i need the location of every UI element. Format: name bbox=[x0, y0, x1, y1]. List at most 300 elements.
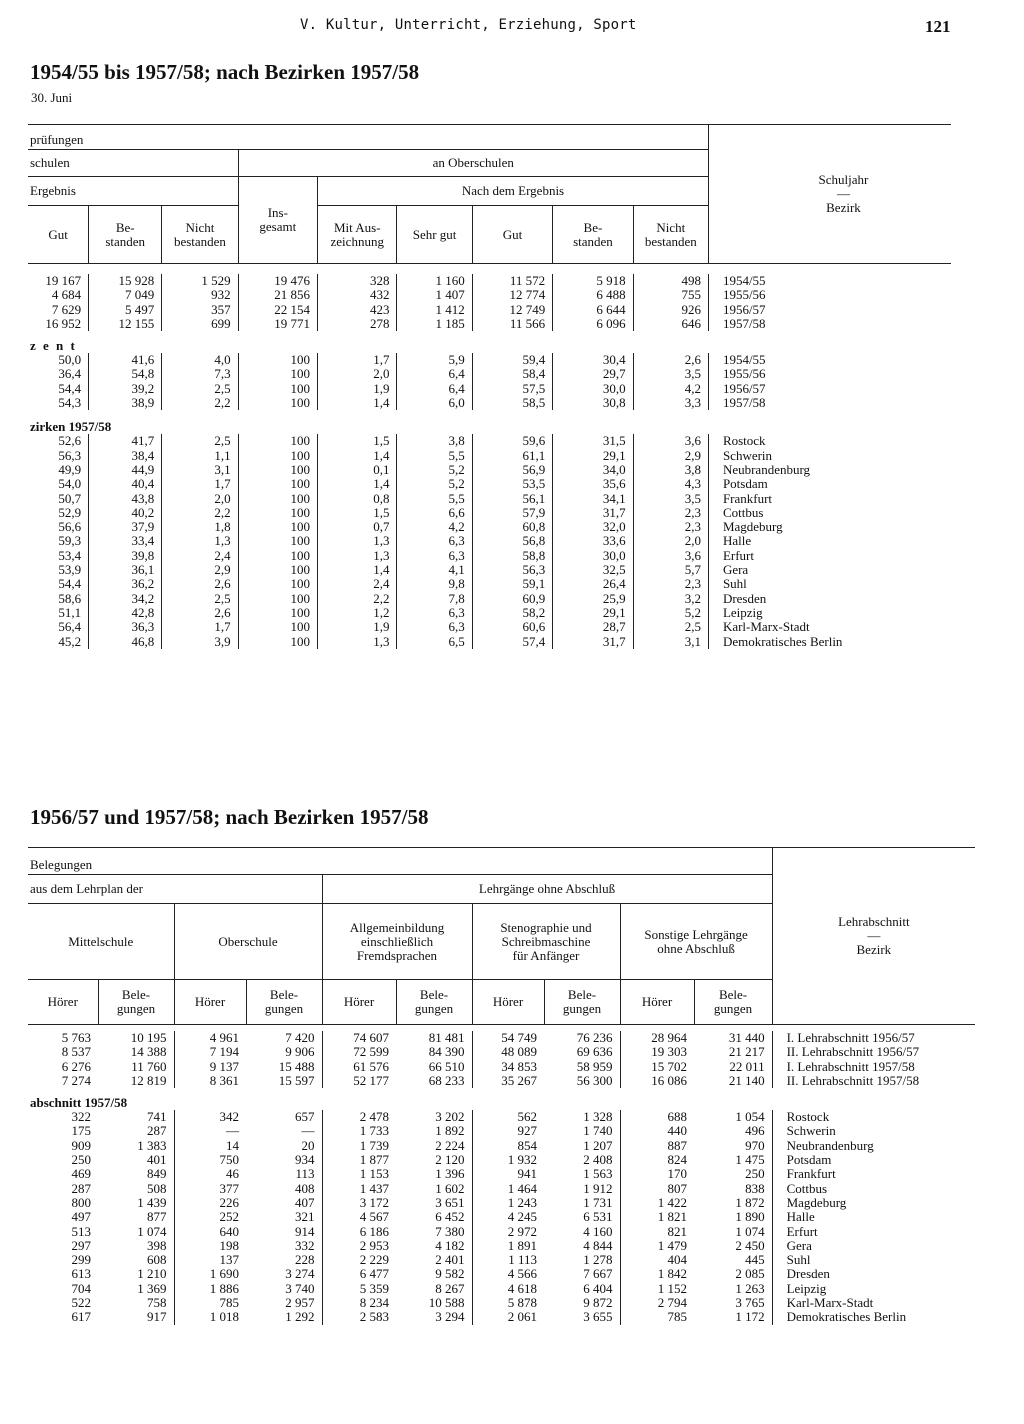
row-label: I. Lehrabschnitt 1957/58 bbox=[786, 1058, 915, 1074]
table-row bbox=[28, 1225, 975, 1239]
header-nicht-bestanden bbox=[162, 206, 238, 264]
header-dash2: — bbox=[867, 928, 881, 943]
table-cell: 10 588 bbox=[396, 1296, 472, 1310]
table-cell: 1,1 bbox=[162, 449, 238, 463]
header-nicht2-2: bestanden bbox=[644, 233, 697, 249]
table-cell: 342 bbox=[219, 1109, 239, 1125]
table-cell: 7 667 bbox=[544, 1267, 620, 1281]
table-cell: 3,5 bbox=[633, 367, 708, 381]
table-cell: 50,0 bbox=[28, 353, 89, 367]
table-cell: 25,9 bbox=[553, 592, 633, 606]
header-sonst-1: Sonstige Lehrgänge bbox=[644, 926, 748, 942]
table-cell: 496 bbox=[694, 1124, 772, 1138]
header-beleg-2: gungen bbox=[562, 1001, 602, 1016]
table-cell: 100 bbox=[238, 396, 317, 410]
table-cell: 1 160 bbox=[397, 274, 472, 288]
table-cell: 34,0 bbox=[553, 463, 633, 477]
table-cell: 357 bbox=[162, 303, 238, 317]
row-label: Karl-Marx-Stadt bbox=[722, 619, 810, 635]
table-row bbox=[28, 1139, 975, 1153]
table-cell: 175 bbox=[71, 1123, 91, 1139]
table-cell: 34 853 bbox=[501, 1058, 537, 1074]
row-label: Gera bbox=[786, 1237, 812, 1253]
table-cell: 38,4 bbox=[89, 449, 162, 463]
table-cell: 6 488 bbox=[553, 288, 633, 302]
table-cell: 3 172 bbox=[359, 1194, 389, 1210]
header-beleg-1: Bele- bbox=[121, 987, 151, 1002]
table-cell: 20 bbox=[246, 1139, 322, 1153]
table-cell: 1 210 bbox=[98, 1267, 174, 1281]
table-cell: 38,9 bbox=[89, 396, 162, 410]
table-cell: 2,3 bbox=[633, 506, 708, 520]
table-cell: 29,1 bbox=[553, 606, 633, 620]
table-cell: 100 bbox=[238, 353, 317, 367]
row-label: Schwerin bbox=[722, 447, 773, 463]
table1-title: 1954/55 bis 1957/58; nach Bezirken 1957/58 bbox=[30, 60, 420, 84]
table-cell: 299 bbox=[71, 1252, 91, 1268]
table-cell: 1 439 bbox=[98, 1196, 174, 1210]
row-label: Magdeburg bbox=[786, 1194, 847, 1210]
table-cell: 432 bbox=[318, 288, 397, 302]
table-cell: 2,5 bbox=[162, 382, 238, 396]
table-cell: 8 361 bbox=[209, 1072, 239, 1088]
table-cell: 2 061 bbox=[507, 1309, 537, 1325]
table-cell: 100 bbox=[238, 520, 317, 534]
table-cell: 4 618 bbox=[507, 1280, 537, 1296]
table-cell: 5 359 bbox=[359, 1280, 389, 1296]
table-cell: 1,4 bbox=[318, 396, 397, 410]
header-steno-2: Schreibmaschine bbox=[501, 933, 591, 949]
header-allg-2: einschließlich bbox=[360, 933, 434, 949]
table-cell: 100 bbox=[238, 506, 317, 520]
table-cell: 4 182 bbox=[396, 1239, 472, 1253]
table-row bbox=[28, 1182, 975, 1196]
table-cell: 1 437 bbox=[359, 1180, 389, 1196]
table-cell: 5,2 bbox=[397, 463, 472, 477]
table-cell: 137 bbox=[219, 1252, 239, 1268]
table-cell: 4 245 bbox=[507, 1209, 537, 1225]
table-cell: 56,4 bbox=[28, 620, 89, 634]
table-cell: 39,8 bbox=[89, 549, 162, 563]
row-label: Leipzig bbox=[786, 1280, 827, 1296]
table-cell: 7,3 bbox=[162, 367, 238, 381]
header-allg-1: Allgemeinbildung bbox=[349, 919, 445, 935]
table-row bbox=[28, 477, 951, 491]
table-cell: 170 bbox=[667, 1166, 687, 1182]
table-cell: 41,7 bbox=[89, 434, 162, 448]
table-cell: 934 bbox=[246, 1153, 322, 1167]
table-cell: 1 278 bbox=[544, 1253, 620, 1267]
table-cell: 640 bbox=[219, 1223, 239, 1239]
table-cell: 2,4 bbox=[318, 577, 397, 591]
table-row bbox=[28, 353, 951, 367]
table-cell: 4 684 bbox=[28, 288, 89, 302]
table-cell: 29,1 bbox=[553, 449, 633, 463]
table-cell: 617 bbox=[71, 1309, 91, 1325]
page-number: 121 bbox=[925, 17, 951, 36]
header-allg-3: Fremdsprachen bbox=[356, 947, 438, 963]
table-cell: 0,8 bbox=[318, 492, 397, 506]
table-cell: 3,5 bbox=[633, 492, 708, 506]
row-label: II. Lehrabschnitt 1956/57 bbox=[786, 1044, 920, 1060]
table-cell: 741 bbox=[98, 1110, 174, 1124]
table-cell: 2,2 bbox=[318, 592, 397, 606]
table-cell: 66 510 bbox=[396, 1060, 472, 1074]
header-stenographie bbox=[472, 904, 620, 980]
table-cell: 1 396 bbox=[396, 1167, 472, 1181]
table-cell: 57,5 bbox=[472, 382, 552, 396]
table-cell: 30,0 bbox=[553, 382, 633, 396]
header-aus-dem-lehrplan: aus dem Lehrplan der bbox=[28, 875, 322, 904]
header-bestanden-1: Be- bbox=[115, 219, 135, 235]
table1-bezirke-label-section bbox=[28, 410, 951, 434]
header-lehrabschnitt-label: Lehrabschnitt bbox=[838, 914, 910, 929]
table-cell: 3,8 bbox=[633, 463, 708, 477]
table-cell: 226 bbox=[219, 1194, 239, 1210]
table-cell: 2,2 bbox=[162, 396, 238, 410]
table-cell: 54,4 bbox=[28, 382, 89, 396]
header-hoerer: Hörer bbox=[28, 980, 98, 1025]
table-cell: 2,6 bbox=[633, 353, 708, 367]
table-cell: 22 011 bbox=[694, 1060, 772, 1074]
table-cell: 2 953 bbox=[359, 1237, 389, 1253]
table-cell: 29,7 bbox=[553, 367, 633, 381]
table-cell: 60,9 bbox=[472, 592, 552, 606]
table-cell: 887 bbox=[667, 1137, 687, 1153]
table-cell: 1 821 bbox=[657, 1209, 687, 1225]
table2-bezirke-label-section bbox=[28, 1088, 975, 1110]
row-label: Suhl bbox=[722, 576, 747, 592]
table-cell: 1 185 bbox=[397, 317, 472, 331]
table-cell: 3 740 bbox=[246, 1282, 322, 1296]
table-cell: 250 bbox=[71, 1152, 91, 1168]
table-cell: 1,7 bbox=[318, 353, 397, 367]
table-cell: 6,6 bbox=[397, 506, 472, 520]
table-cell: 332 bbox=[246, 1239, 322, 1253]
table-cell: 15 928 bbox=[89, 274, 162, 288]
header-hoerer: Hörer bbox=[174, 980, 246, 1025]
table-row bbox=[28, 1296, 975, 1310]
table-cell: 2,6 bbox=[162, 606, 238, 620]
header-sonstige bbox=[620, 904, 772, 980]
table-cell: 6,4 bbox=[397, 367, 472, 381]
table-cell: 4,2 bbox=[397, 520, 472, 534]
table-cell: 1 563 bbox=[544, 1167, 620, 1181]
table-cell: 15 597 bbox=[246, 1074, 322, 1088]
table-cell: 1 733 bbox=[359, 1123, 389, 1139]
table-cell: 297 bbox=[71, 1237, 91, 1253]
table-cell: 16 952 bbox=[28, 317, 89, 331]
table-cell: 21 856 bbox=[238, 288, 317, 302]
row-label: Frankfurt bbox=[786, 1166, 836, 1182]
table-cell: 513 bbox=[71, 1223, 91, 1239]
header-an-oberschulen: an Oberschulen bbox=[238, 150, 708, 177]
table-cell: 1 153 bbox=[359, 1166, 389, 1182]
table-cell: 3,1 bbox=[633, 635, 708, 649]
header-beleg-1: Bele- bbox=[269, 987, 299, 1002]
table-cell: 704 bbox=[71, 1280, 91, 1296]
table-cell: 2,0 bbox=[633, 534, 708, 548]
table-cell: 6 452 bbox=[396, 1210, 472, 1224]
table-cell: 0,1 bbox=[318, 463, 397, 477]
table-cell: 1,4 bbox=[318, 477, 397, 491]
header-beleg-1: Bele- bbox=[567, 987, 597, 1002]
table-cell: 6 477 bbox=[359, 1266, 389, 1282]
table-cell: 100 bbox=[238, 549, 317, 563]
table2-bezirke-section bbox=[28, 1110, 975, 1324]
table-cell: 61 576 bbox=[353, 1058, 389, 1074]
table2 bbox=[28, 847, 975, 1325]
table-cell: 440 bbox=[667, 1123, 687, 1139]
row-label: Erfurt bbox=[722, 547, 754, 563]
table-cell: 287 bbox=[98, 1124, 174, 1138]
table-cell: 53,5 bbox=[472, 477, 552, 491]
table-cell: 1 074 bbox=[694, 1225, 772, 1239]
table-cell: 6,0 bbox=[397, 396, 472, 410]
header-nicht-bestanden2 bbox=[633, 206, 708, 264]
table-cell: 4,1 bbox=[397, 563, 472, 577]
table-cell: 31 440 bbox=[694, 1031, 772, 1045]
table-cell: 0,7 bbox=[318, 520, 397, 534]
table-cell: 699 bbox=[162, 317, 238, 331]
table-cell: 54,4 bbox=[28, 577, 89, 591]
table-cell: 9 137 bbox=[209, 1058, 239, 1074]
table-cell: 785 bbox=[219, 1295, 239, 1311]
table1 bbox=[28, 124, 951, 649]
row-label: II. Lehrabschnitt 1957/58 bbox=[786, 1072, 920, 1088]
table-cell: 54 749 bbox=[501, 1030, 537, 1045]
header-gut: Gut bbox=[28, 206, 89, 264]
header-beleg-2: gungen bbox=[414, 1001, 454, 1016]
table-cell: 36,2 bbox=[89, 577, 162, 591]
table-cell: 7 629 bbox=[28, 303, 89, 317]
table-cell: 1 263 bbox=[694, 1282, 772, 1296]
row-label: Demokratisches Berlin bbox=[722, 633, 843, 649]
table-cell: 328 bbox=[318, 274, 397, 288]
table-cell: 4 567 bbox=[359, 1209, 389, 1225]
header-belegungen-col bbox=[544, 980, 620, 1025]
table-cell: 1 740 bbox=[544, 1124, 620, 1138]
table-cell: 1,9 bbox=[318, 382, 397, 396]
row-label: Potsdam bbox=[786, 1152, 832, 1168]
table-row bbox=[28, 592, 951, 606]
table-cell: 404 bbox=[667, 1252, 687, 1268]
table-cell: 9 582 bbox=[396, 1267, 472, 1281]
section-label-abschnitt: abschnitt 1957/58 bbox=[30, 1094, 128, 1110]
table-cell: 7 049 bbox=[89, 288, 162, 302]
table-cell: 1 113 bbox=[508, 1252, 537, 1268]
table-cell: 2 478 bbox=[359, 1109, 389, 1125]
table-cell: 5,2 bbox=[397, 477, 472, 491]
table-cell: 11 572 bbox=[472, 274, 552, 288]
table-cell: 3 765 bbox=[694, 1296, 772, 1310]
table-cell: 1 842 bbox=[657, 1266, 687, 1282]
table-cell: 60,8 bbox=[472, 520, 552, 534]
row-label: Suhl bbox=[786, 1252, 811, 1268]
table-cell: 30,8 bbox=[553, 396, 633, 410]
table-row bbox=[28, 288, 951, 302]
table-cell: 5 878 bbox=[507, 1295, 537, 1311]
table-cell: 72 599 bbox=[353, 1044, 389, 1060]
table-cell: 2 957 bbox=[246, 1296, 322, 1310]
table-row bbox=[28, 1310, 975, 1324]
table-row bbox=[28, 1167, 975, 1181]
table-cell: 69 636 bbox=[544, 1045, 620, 1059]
table-cell: 2,3 bbox=[633, 520, 708, 534]
table-cell: 1 152 bbox=[657, 1280, 687, 1296]
row-label: 1955/56 bbox=[722, 366, 766, 382]
table-cell: 81 481 bbox=[396, 1031, 472, 1045]
row-label: 1955/56 bbox=[722, 287, 766, 303]
table-cell: 1 602 bbox=[396, 1182, 472, 1196]
table-row bbox=[28, 620, 951, 634]
table-cell: 800 bbox=[71, 1194, 91, 1210]
table-cell: 941 bbox=[517, 1166, 537, 1182]
table-cell: 5,5 bbox=[397, 449, 472, 463]
table-cell: 1,3 bbox=[318, 635, 397, 649]
table1-subtitle: 30. Juni bbox=[31, 90, 73, 105]
table-cell: 58 959 bbox=[544, 1060, 620, 1074]
header-beleg-2: gungen bbox=[713, 1001, 753, 1016]
table-cell: 60,6 bbox=[472, 620, 552, 634]
table-cell: 423 bbox=[318, 303, 397, 317]
table-cell: 755 bbox=[633, 288, 708, 302]
table-row bbox=[28, 563, 951, 577]
table-cell: 61,1 bbox=[472, 449, 552, 463]
table-cell: 408 bbox=[246, 1182, 322, 1196]
table-row bbox=[28, 549, 951, 563]
header-mit-aus-2: zeichnung bbox=[330, 233, 384, 249]
table-cell: 19 303 bbox=[651, 1044, 687, 1060]
header-bestanden bbox=[89, 206, 162, 264]
table-cell: 33,6 bbox=[553, 534, 633, 548]
row-label: Schwerin bbox=[786, 1123, 836, 1139]
table-cell: 497 bbox=[71, 1209, 91, 1225]
table-cell: 8 537 bbox=[61, 1044, 91, 1060]
table-cell: 252 bbox=[219, 1209, 239, 1225]
header-hoerer: Hörer bbox=[620, 980, 694, 1025]
row-label: Gera bbox=[722, 562, 749, 578]
table-cell: 84 390 bbox=[396, 1045, 472, 1059]
table-row bbox=[28, 1282, 975, 1296]
table-row bbox=[28, 434, 951, 448]
table-cell: 59,4 bbox=[472, 353, 552, 367]
table-cell: 1 422 bbox=[657, 1194, 687, 1210]
table-cell: 9 872 bbox=[544, 1296, 620, 1310]
table-cell: 100 bbox=[238, 620, 317, 634]
table-cell: 33,4 bbox=[89, 534, 162, 548]
table-cell: 1 932 bbox=[507, 1152, 537, 1168]
table-cell: 5 763 bbox=[61, 1030, 91, 1045]
table-cell: 12 819 bbox=[98, 1074, 174, 1088]
table-cell: 56,6 bbox=[28, 520, 89, 534]
table-cell: 5,7 bbox=[633, 563, 708, 577]
table-cell: 6 404 bbox=[544, 1282, 620, 1296]
row-label: 1957/58 bbox=[722, 315, 766, 331]
row-label: Erfurt bbox=[786, 1223, 818, 1239]
table-cell: 41,6 bbox=[89, 353, 162, 367]
table-cell: 1 243 bbox=[507, 1194, 537, 1210]
table-cell: 3 202 bbox=[396, 1110, 472, 1124]
table-cell: 56 300 bbox=[544, 1074, 620, 1088]
header-nicht-2: bestanden bbox=[173, 233, 226, 249]
table-cell: 646 bbox=[633, 317, 708, 331]
table-cell: 498 bbox=[633, 274, 708, 288]
table-cell: 100 bbox=[238, 577, 317, 591]
table-cell: 6,3 bbox=[397, 606, 472, 620]
table-cell: 849 bbox=[98, 1167, 174, 1181]
header-dash: — bbox=[836, 186, 850, 201]
row-label: 1956/57 bbox=[722, 301, 766, 317]
table-cell: 909 bbox=[71, 1137, 91, 1153]
table-cell: 1 475 bbox=[694, 1153, 772, 1167]
table-cell: 2,0 bbox=[318, 367, 397, 381]
table-cell: 21 140 bbox=[694, 1074, 772, 1088]
header-bezirk2: Bezirk bbox=[856, 942, 892, 957]
table-row bbox=[28, 492, 951, 506]
table-row bbox=[28, 382, 951, 396]
table-cell: 613 bbox=[71, 1266, 91, 1282]
table-cell: 750 bbox=[219, 1152, 239, 1168]
table-row bbox=[28, 1110, 975, 1124]
table-cell: 53,9 bbox=[28, 563, 89, 577]
row-label: Cottbus bbox=[722, 504, 764, 520]
table-cell: 31,7 bbox=[553, 635, 633, 649]
table-cell: 100 bbox=[238, 606, 317, 620]
table-cell: 401 bbox=[98, 1153, 174, 1167]
table-cell: 1 292 bbox=[246, 1310, 322, 1324]
table-cell: 445 bbox=[694, 1253, 772, 1267]
table-cell: 53,4 bbox=[28, 549, 89, 563]
table-cell: 785 bbox=[667, 1309, 687, 1325]
table-cell: 2 794 bbox=[657, 1295, 687, 1311]
table-cell: 1 369 bbox=[98, 1282, 174, 1296]
row-label: 1954/55 bbox=[722, 273, 766, 288]
header-belegungen-col bbox=[396, 980, 472, 1025]
table-cell: 3,6 bbox=[633, 434, 708, 448]
table-cell: 1,3 bbox=[318, 549, 397, 563]
table-cell: 58,6 bbox=[28, 592, 89, 606]
header-insgesamt-2: gesamt bbox=[259, 219, 297, 234]
table-cell: 2,0 bbox=[162, 492, 238, 506]
table-cell: — bbox=[226, 1123, 239, 1139]
table-row bbox=[28, 274, 951, 288]
row-label: Rostock bbox=[786, 1109, 830, 1125]
table-cell: 52,9 bbox=[28, 506, 89, 520]
table-cell: 250 bbox=[694, 1167, 772, 1181]
row-label: Magdeburg bbox=[722, 519, 783, 535]
table-cell: 7 380 bbox=[396, 1225, 472, 1239]
table-cell: 45,2 bbox=[28, 635, 89, 649]
table-cell: 824 bbox=[667, 1152, 687, 1168]
table-cell: 100 bbox=[238, 563, 317, 577]
header-nach-dem-ergebnis: Nach dem Ergebnis bbox=[318, 177, 709, 206]
table-cell: 877 bbox=[98, 1210, 174, 1224]
header-schuljahr bbox=[708, 125, 951, 264]
table2-title: 1956/57 und 1957/58; nach Bezirken 1957/58 bbox=[30, 805, 429, 829]
table-cell: 2,6 bbox=[162, 577, 238, 591]
row-label: Halle bbox=[786, 1209, 815, 1225]
table-cell: 5,9 bbox=[397, 353, 472, 367]
table1-prozent-section bbox=[28, 353, 951, 410]
table-cell: 54,3 bbox=[28, 396, 89, 410]
table-cell: 1 891 bbox=[507, 1237, 537, 1253]
table-row bbox=[28, 635, 951, 649]
header-bestanden2-1: Be- bbox=[583, 219, 603, 235]
table-cell: 48 089 bbox=[501, 1044, 537, 1060]
table-cell: 35,6 bbox=[553, 477, 633, 491]
header-pruefungen: prüfungen bbox=[28, 125, 708, 150]
